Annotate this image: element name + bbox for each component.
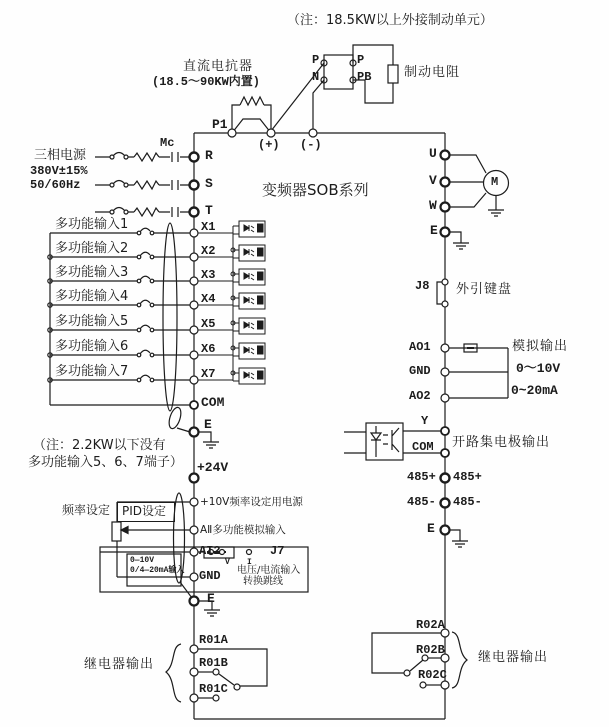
input-label-4: 多功能输入4 [55,289,129,304]
terminal-r: R [205,148,213,163]
power-label-1: 三相电源 [34,148,87,163]
brace-left-icon [166,644,181,702]
terminal-r01c: R01C [199,682,228,696]
wiper-arrow-icon [121,527,128,534]
keypad-connector [437,279,448,307]
terminal-plus: (+) [258,138,280,152]
terminal-e3: E [427,521,435,536]
terminal-r01b: R01B [199,656,228,670]
terminal-com: COM [201,395,225,410]
brake-resistor-icon [388,65,398,83]
motor-output [449,155,509,249]
terminal-r02b: R02B [416,643,445,657]
input-label-1: 多功能输入1 [55,217,129,232]
terminal-v: V [429,173,437,188]
terminal-u: U [429,146,437,161]
terminal-p1: P1 [212,117,228,132]
brake-p-left: P [312,53,320,67]
terminal-e1: E [204,417,212,432]
input-label-3: 多功能输入3 [55,265,129,280]
io-note-2: 多功能输入5、6、7端子） [28,455,183,470]
top-note: （注：18.5KW以上外接制动单元） [287,13,493,28]
brake-pb-right: PB [357,70,372,84]
input-label-5: 多功能输入5 [55,314,129,329]
reactor-spec: (18.5～90KW内置) [152,75,261,89]
j8-label: J8 [415,279,430,293]
jumper-i-label: I [247,558,252,567]
terminal-x7: X7 [201,367,216,381]
brake-n-left: N [312,70,320,84]
dc-reactor-symbol [232,97,271,133]
phase-line-s [95,180,190,190]
relay2-label: 继电器输出 [478,650,549,665]
phase-input-lines [95,152,190,217]
terminal-t: T [205,203,213,218]
terminal-10v-label: +10V频率设定用电源 [200,496,303,508]
terminal-485p-out: 485+ [453,470,482,484]
terminal-x6: X6 [201,342,216,356]
input-label-6: 多功能输入6 [55,339,129,354]
terminal-24v: +24V [197,460,229,475]
jumper-desc-2: 转换跳线 [243,576,283,587]
terminal-r01a: R01A [199,633,228,647]
io-note-1: （注：2.2KW以下没有 [33,438,166,453]
analog-out-range1: 0～10V [516,361,561,376]
ground-symbol-e1 [198,432,219,448]
terminal-s: S [205,176,213,191]
ground-symbol-motor [488,196,504,216]
brake-p-right: P [357,53,365,67]
terminal-485n-out: 485- [453,495,482,509]
contactor-label: Mc [160,136,175,150]
terminal-minus: (-) [300,138,322,152]
terminal-ai2: AI2 [199,544,221,558]
terminal-ai1-label: AⅡ多功能模拟输入 [200,524,286,536]
terminal-y: Y [421,414,429,428]
ground-symbol-e3 [449,530,468,547]
input-label-7: 多功能输入7 [55,364,129,379]
terminal-ao2: AO2 [409,389,431,403]
terminal-ao1: AO1 [409,340,431,354]
jumper-v-label: V [225,558,230,567]
jumper-desc-1: 电压/电流输入 [237,565,301,576]
brake-resistor-label: 制动电阻 [404,65,461,80]
terminal-x1: X1 [201,220,216,234]
reactor-name: 直流电抗器 [183,59,254,74]
input-label-2: 多功能输入2 [55,241,129,256]
pid-set-label: PID设定 [122,504,167,518]
comm-terminals [449,530,468,547]
shield-tail-icon [167,406,183,430]
brake-unit-symbol [271,45,398,133]
analog-out-range2: 0~20mA [511,383,558,398]
brace-right-icon [452,632,467,688]
terminal-e-right: E [430,223,438,238]
power-label-3: 50/60Hz [30,178,81,192]
shield-cable-icon [163,223,177,411]
terminal-r02a: R02A [416,618,445,632]
analog-output-wires [449,344,508,398]
phase-line-t [95,207,190,217]
terminal-x4: X4 [201,292,216,306]
terminal-w: W [429,198,437,213]
freq-set-label: 频率设定 [62,503,111,517]
terminal-agnd: GND [409,364,431,378]
inverter-bus-lines [194,133,445,719]
optocoupler-icon [366,423,403,460]
relay1-label: 继电器输出 [84,657,155,672]
motor-label: M [491,175,499,189]
collector-out-label: 开路集电极输出 [452,435,551,450]
terminal-e2: E [207,591,215,606]
terminal-x5: X5 [201,317,216,331]
terminal-ycom: COM [412,440,434,454]
terminal-gnd: GND [199,569,221,583]
keypad-label: 外引键盘 [456,282,513,297]
range-label-2: 0/4—20mA输入 [130,566,185,575]
terminal-x3: X3 [201,268,216,282]
terminal-485p-in: 485+ [407,470,436,484]
ground-symbol-e-right [449,232,469,249]
page-title: 变频器SOB系列 [262,181,369,199]
jumper-j7-label: J7 [270,544,285,558]
terminal-r02c: R02C [418,668,447,682]
potentiometer-icon [112,522,121,541]
terminal-x2: X2 [201,244,216,258]
analog-out-label: 模拟输出 [512,339,569,354]
range-label-1: 0—10V [130,556,155,565]
phase-line-r [95,152,190,162]
power-label-2: 380V±15% [30,164,88,178]
terminal-485n-in: 485- [407,495,436,509]
